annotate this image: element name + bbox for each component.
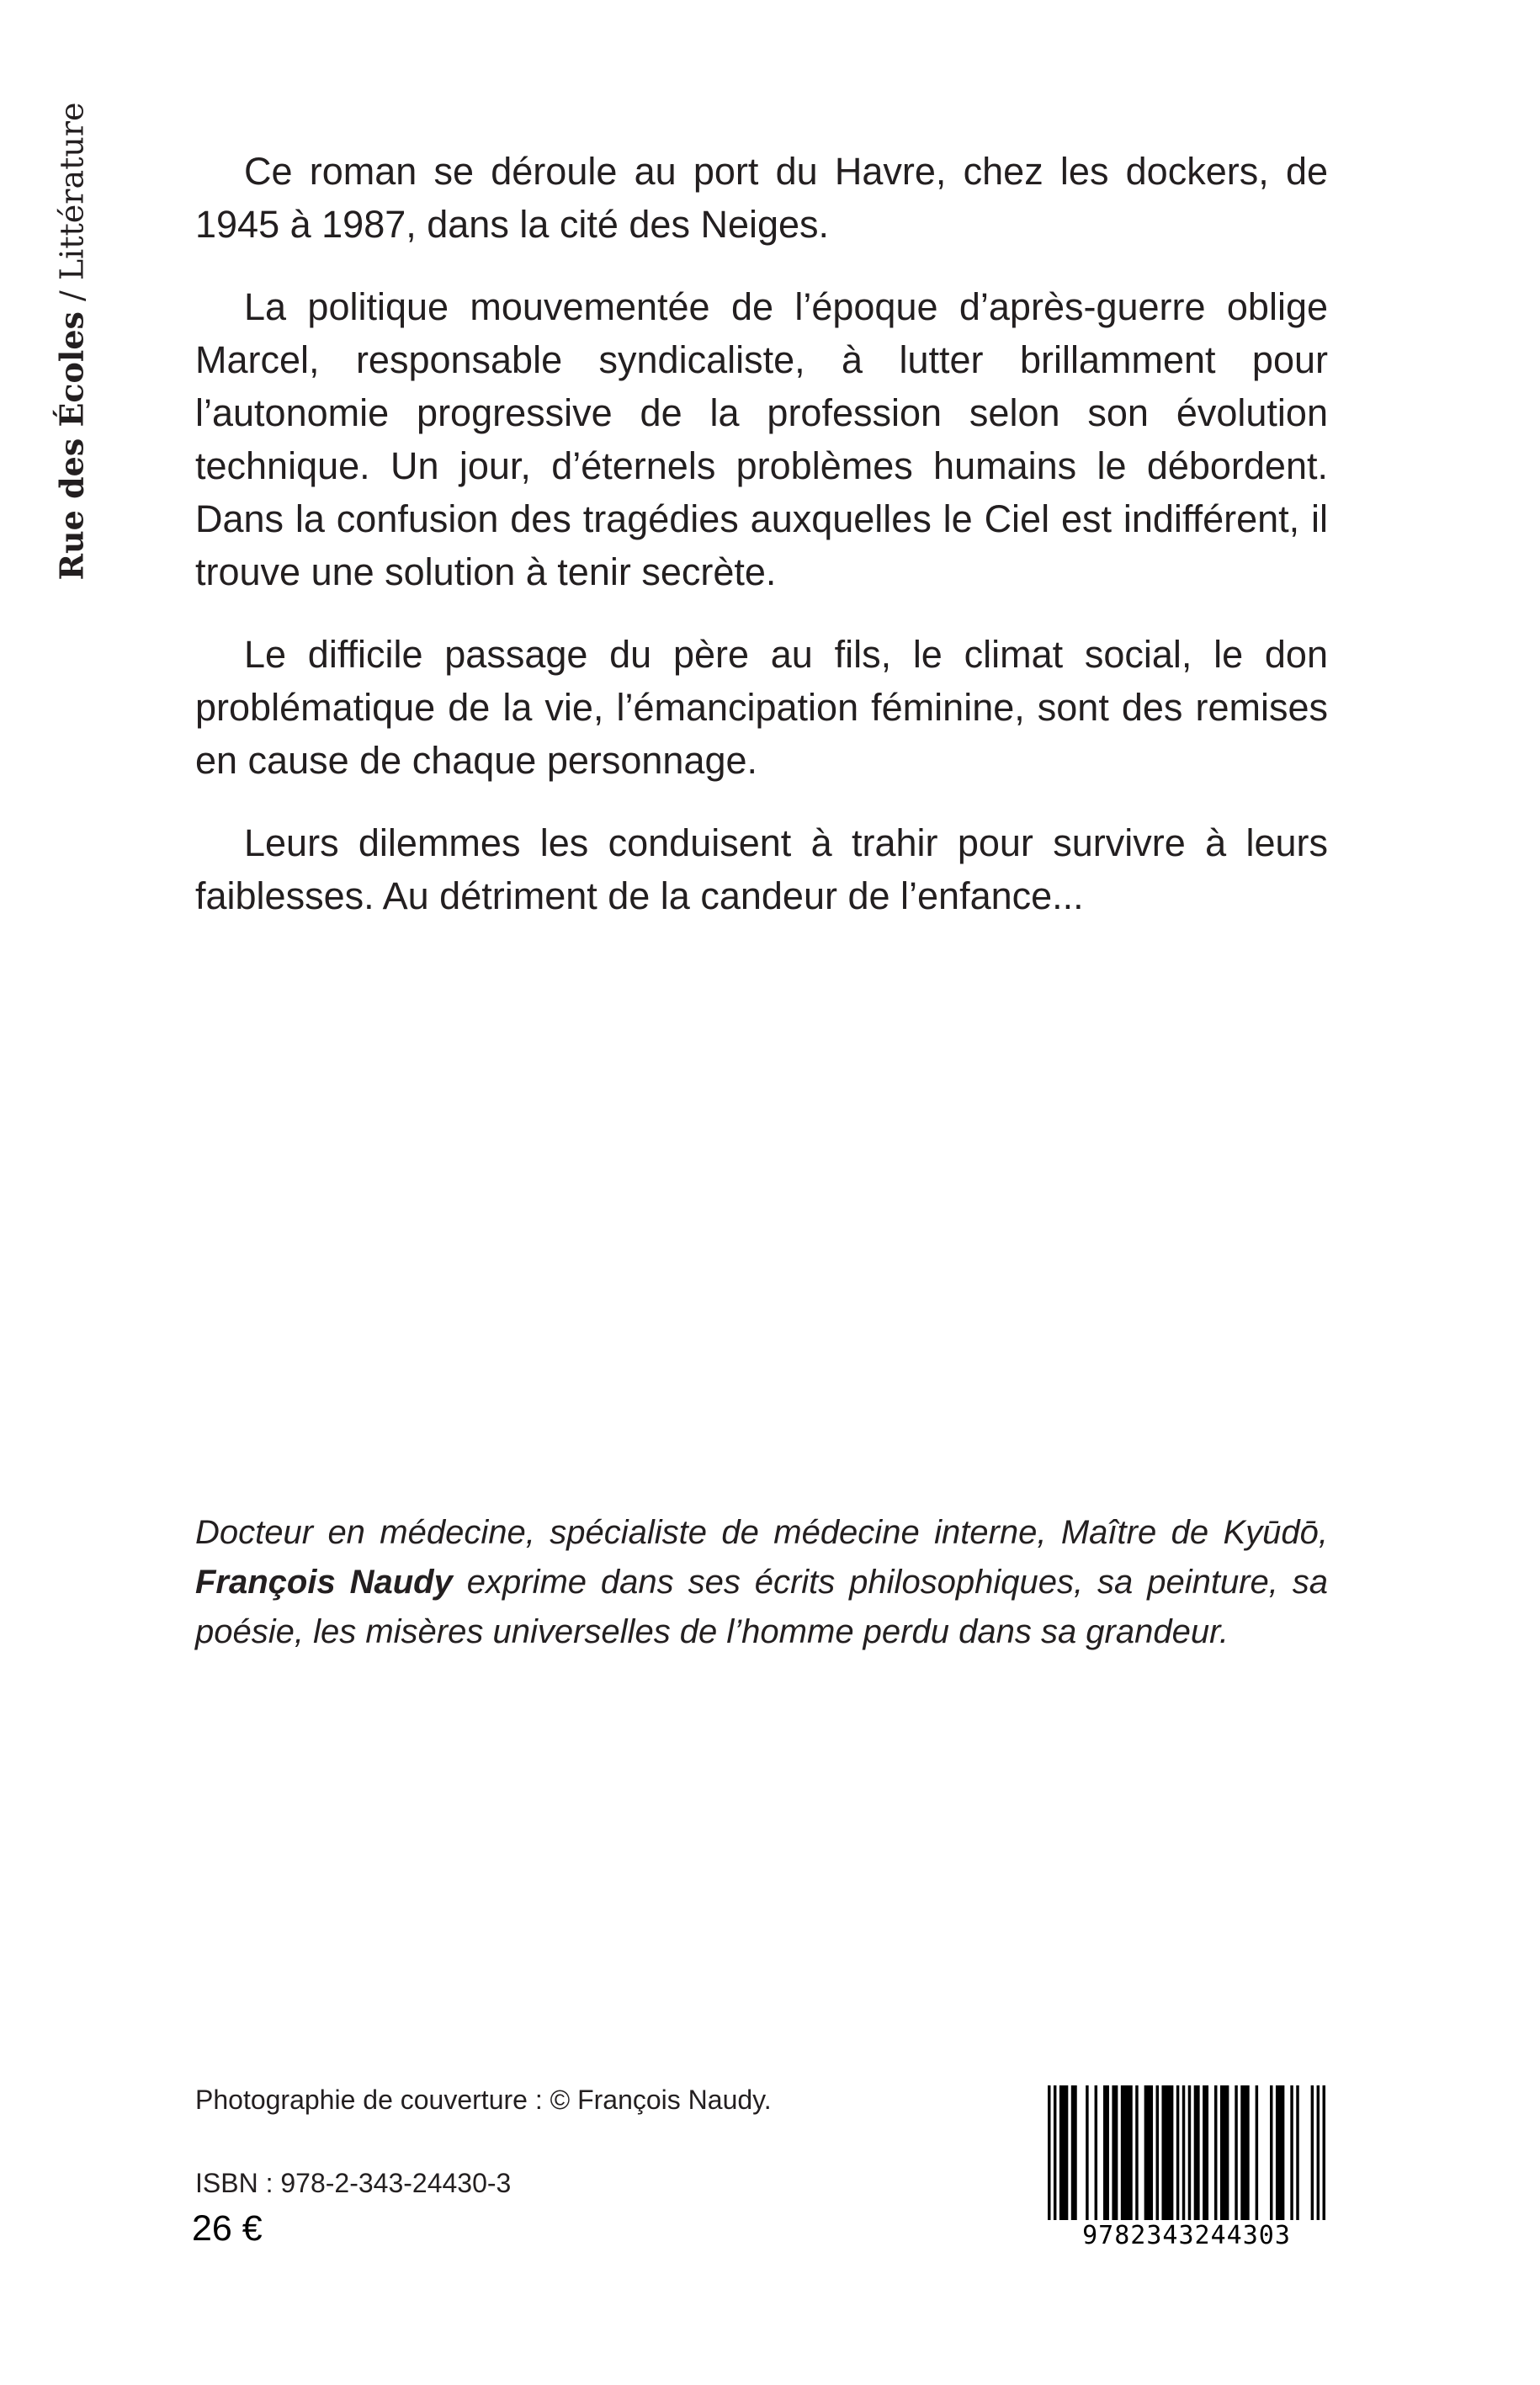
barcode-bar <box>1048 2085 1050 2220</box>
barcode-bar <box>1188 2085 1191 2220</box>
author-bio-intro: Docteur en médecine, spécialiste de médecine interne, Maître de Kyūdō, <box>195 1514 1328 1551</box>
barcode-bar <box>1182 2085 1185 2220</box>
barcode-bar <box>1270 2085 1272 2220</box>
barcode-bar <box>1214 2085 1217 2220</box>
barcode-bar <box>1086 2085 1088 2220</box>
barcode-bar <box>1194 2085 1200 2220</box>
blurb-paragraph-1: Ce roman se déroule au port du Havre, chez les dockers, de 1945 à 1987, dans la cité des Neiges. <box>195 150 1328 246</box>
barcode-bar <box>1290 2085 1293 2220</box>
barcode-bar <box>1135 2085 1138 2220</box>
barcode-bar <box>1121 2085 1133 2220</box>
barcode-bar <box>1059 2085 1068 2220</box>
barcode-bars <box>1048 2085 1325 2220</box>
blurb-paragraph-3: Le difficile passage du père au fils, le climat social, le don problématique de la vie, l’émancipation féminine, sont des remises en cause de chaque personnage. <box>195 633 1328 782</box>
genre-name: Littérature <box>53 101 91 280</box>
barcode-bar <box>1220 2085 1229 2220</box>
spine-separator: / <box>53 279 91 311</box>
barcode-bar <box>1235 2085 1237 2220</box>
barcode-bar <box>1095 2085 1097 2220</box>
spine-label <box>38 88 105 593</box>
barcode-bar <box>1296 2085 1298 2220</box>
barcode <box>1048 2085 1325 2252</box>
barcode-digits: 9782343244303 <box>1082 2221 1291 2250</box>
barcode-bar <box>1144 2085 1153 2220</box>
author-name: François Naudy <box>195 1564 453 1601</box>
blurb-paragraph-4: Leurs dilemmes les conduisent à trahir pour survivre à leurs faiblesses. Au détriment de la candeur de l’enfance... <box>195 821 1328 917</box>
barcode-bar <box>1103 2085 1109 2220</box>
author-bio <box>195 1508 1328 1657</box>
barcode-bar <box>1112 2085 1118 2220</box>
blurb-paragraph-2: La politique mouvementée de l’époque d’après-guerre oblige Marcel, responsable syndicaliste, à lutter brillamment pour l’autonomie progressive de la profession selon son évolution technique. Un jour, d’éternels problèmes humains le débordent. Dans la confusion des tragédies auxquelles le Ciel est indifférent, il trouve une solution à tenir secrète. <box>195 285 1328 593</box>
spine-text <box>53 102 91 580</box>
author-bio-rest: exprime dans ses écrits philosophiques, sa peinture, sa poésie, les misères universelles de l’homme perdu dans sa grandeur. <box>195 1564 1329 1650</box>
barcode-bar <box>1176 2085 1179 2220</box>
blurb <box>195 145 1328 952</box>
barcode-bar <box>1203 2085 1208 2220</box>
isbn: ISBN : 978-2-343-24430-3 <box>195 2168 512 2198</box>
barcode-bar <box>1240 2085 1249 2220</box>
barcode-bar <box>1054 2085 1056 2220</box>
barcode-bar <box>1317 2085 1320 2220</box>
barcode-bar <box>1256 2085 1258 2220</box>
barcode-bar <box>1071 2085 1077 2220</box>
photo-credit: Photographie de couverture : © François Naudy. <box>195 2085 772 2115</box>
barcode-bar <box>1311 2085 1314 2220</box>
barcode-bar <box>1156 2085 1159 2220</box>
barcode-bar <box>1323 2085 1325 2220</box>
barcode-bar <box>1161 2085 1173 2220</box>
barcode-bar <box>1276 2085 1284 2220</box>
price: 26 € <box>192 2208 263 2249</box>
series-name: Rue des Écoles <box>52 311 91 581</box>
